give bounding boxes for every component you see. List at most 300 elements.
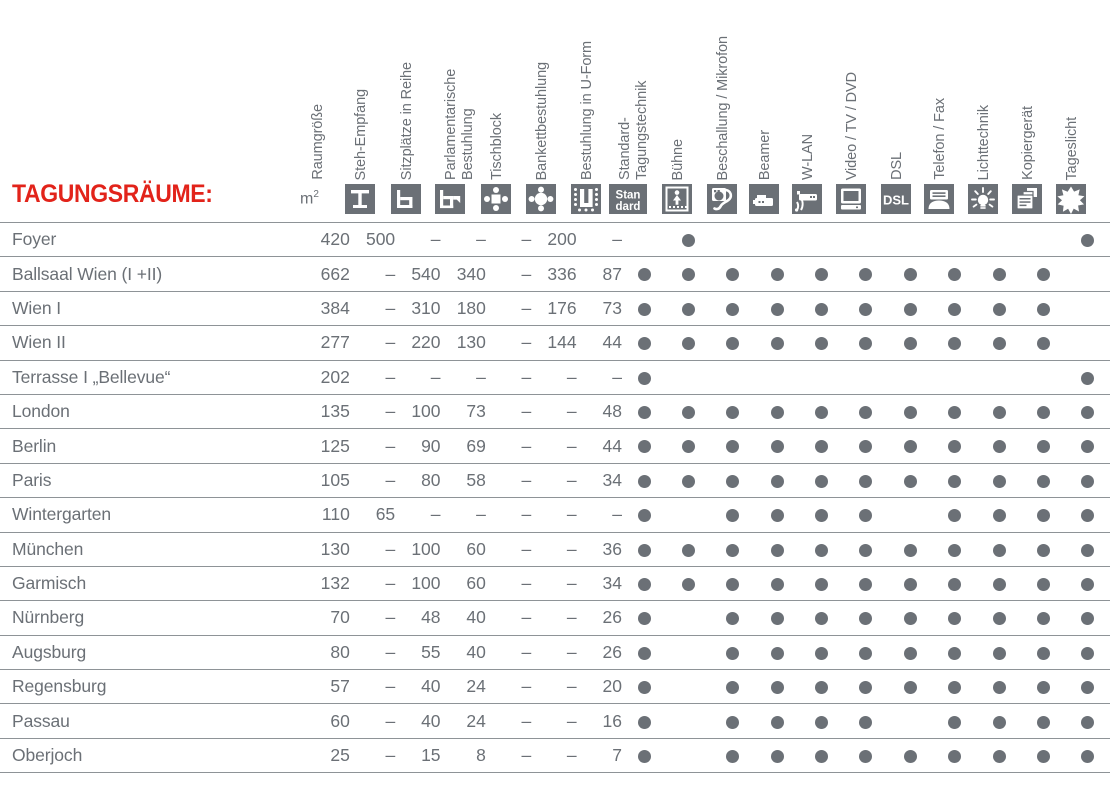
cell-u_form: 26 [577, 601, 622, 635]
cell-telefon_fax [932, 738, 976, 772]
cell-u_form: 44 [577, 326, 622, 360]
available-dot-icon [904, 440, 917, 453]
available-dot-icon [859, 750, 872, 763]
available-dot-icon [726, 612, 739, 625]
cell-raumgroesse: 125 [304, 429, 349, 463]
available-dot-icon [638, 578, 651, 591]
parlamentarisch-icon [435, 184, 465, 214]
available-dot-icon [638, 303, 651, 316]
available-dot-icon [948, 268, 961, 281]
available-dot-icon [638, 337, 651, 350]
cell-wlan [799, 223, 843, 257]
cell-parlamentarisch: 40 [441, 635, 486, 669]
steh-empfang-icon [345, 184, 375, 214]
cell-telefon_fax [932, 704, 976, 738]
cell-kopiergeraet [1021, 223, 1065, 257]
available-dot-icon [948, 544, 961, 557]
unavailable-blank [682, 681, 695, 694]
cell-dsl [888, 291, 932, 325]
cell-lichttechnik [977, 635, 1021, 669]
dsl-badge-icon [881, 184, 911, 214]
cell-video_tv_dvd [844, 463, 888, 497]
available-dot-icon [904, 612, 917, 625]
cell-parlamentarisch: – [441, 498, 486, 532]
cell-parlamentarisch: 69 [441, 429, 486, 463]
unavailable-blank [726, 234, 739, 247]
cell-kopiergeraet [1021, 394, 1065, 428]
cell-bankett: – [531, 394, 576, 428]
cell-sitzplaetze_reihe: 90 [395, 429, 440, 463]
available-dot-icon [638, 268, 651, 281]
cell-beamer [755, 670, 799, 704]
bankett-icon [526, 184, 556, 214]
room-name-cell: München [0, 532, 304, 566]
rooms-table [0, 222, 1110, 773]
table-row [0, 704, 1110, 738]
cell-video_tv_dvd [844, 394, 888, 428]
unavailable-blank [993, 372, 1006, 385]
cell-wlan [799, 738, 843, 772]
cell-sitzplaetze_reihe: 48 [395, 601, 440, 635]
cell-parlamentarisch: 58 [441, 463, 486, 497]
cell-steh_empfang: – [350, 738, 395, 772]
cell-raumgroesse: 132 [304, 566, 349, 600]
available-dot-icon [815, 716, 828, 729]
cell-beschallung [711, 291, 755, 325]
available-dot-icon [1037, 647, 1050, 660]
cell-video_tv_dvd [844, 738, 888, 772]
cell-tageslicht [1066, 532, 1110, 566]
cell-beschallung [711, 704, 755, 738]
cell-lichttechnik [977, 670, 1021, 704]
cell-beamer [755, 291, 799, 325]
cell-beamer [755, 601, 799, 635]
cell-sitzplaetze_reihe: 100 [395, 566, 440, 600]
available-dot-icon [1081, 475, 1094, 488]
cell-kopiergeraet [1021, 429, 1065, 463]
available-dot-icon [726, 303, 739, 316]
cell-standard_technik [622, 635, 666, 669]
available-dot-icon [1037, 406, 1050, 419]
cell-dsl [888, 223, 932, 257]
available-dot-icon [859, 509, 872, 522]
available-dot-icon [1081, 647, 1094, 660]
cell-wlan [799, 360, 843, 394]
cell-parlamentarisch: 180 [441, 291, 486, 325]
cell-steh_empfang: – [350, 532, 395, 566]
unavailable-blank [948, 372, 961, 385]
available-dot-icon [1081, 234, 1094, 247]
cell-wlan [799, 463, 843, 497]
available-dot-icon [726, 544, 739, 557]
column-header-buehne [660, 0, 706, 222]
column-header-label-video_tv_dvd: Video / TV / DVD [844, 71, 860, 180]
cell-standard_technik [622, 291, 666, 325]
available-dot-icon [771, 544, 784, 557]
available-dot-icon [682, 234, 695, 247]
available-dot-icon [726, 716, 739, 729]
column-header-label-wlan: W-LAN [800, 134, 816, 180]
column-header-sitzplaetze_reihe [389, 0, 433, 222]
cell-raumgroesse: 60 [304, 704, 349, 738]
cell-bankett: – [531, 635, 576, 669]
cell-bankett: – [531, 360, 576, 394]
column-header-beamer [747, 0, 793, 222]
available-dot-icon [771, 578, 784, 591]
unavailable-blank [638, 234, 651, 247]
cell-raumgroesse: 384 [304, 291, 349, 325]
available-dot-icon [682, 475, 695, 488]
available-dot-icon [638, 440, 651, 453]
cell-sitzplaetze_reihe: 540 [395, 257, 440, 291]
cell-video_tv_dvd [844, 498, 888, 532]
cell-kopiergeraet [1021, 704, 1065, 738]
cell-lichttechnik [977, 601, 1021, 635]
rooms-table-body [0, 223, 1110, 773]
available-dot-icon [771, 303, 784, 316]
table-row [0, 223, 1110, 257]
cell-standard_technik [622, 601, 666, 635]
unavailable-blank [859, 372, 872, 385]
available-dot-icon [726, 268, 739, 281]
svg-text:dard: dard [615, 201, 641, 213]
cell-kopiergeraet [1021, 566, 1065, 600]
column-header-label-sitzplaetze_reihe: Sitzplätze in Reihe [399, 61, 415, 180]
cell-telefon_fax [932, 532, 976, 566]
available-dot-icon [638, 681, 651, 694]
cell-beschallung [711, 360, 755, 394]
available-dot-icon [948, 509, 961, 522]
available-dot-icon [993, 303, 1006, 316]
cell-sitzplaetze_reihe: 100 [395, 532, 440, 566]
cell-wlan [799, 635, 843, 669]
available-dot-icon [1037, 509, 1050, 522]
available-dot-icon [1081, 716, 1094, 729]
cell-video_tv_dvd [844, 360, 888, 394]
available-dot-icon [904, 475, 917, 488]
cell-parlamentarisch: 40 [441, 601, 486, 635]
table-row [0, 429, 1110, 463]
available-dot-icon [993, 578, 1006, 591]
room-name-cell: Wintergarten [0, 498, 304, 532]
cell-tageslicht [1066, 566, 1110, 600]
cell-tischblock: – [486, 635, 531, 669]
cell-video_tv_dvd [844, 704, 888, 738]
cell-lichttechnik [977, 429, 1021, 463]
cell-beschallung [711, 738, 755, 772]
cell-dsl [888, 463, 932, 497]
cell-buehne [666, 326, 710, 360]
available-dot-icon [1037, 303, 1050, 316]
available-dot-icon [638, 372, 651, 385]
available-dot-icon [993, 612, 1006, 625]
available-dot-icon [638, 509, 651, 522]
cell-dsl [888, 360, 932, 394]
cell-buehne [666, 738, 710, 772]
cell-bankett: 144 [531, 326, 576, 360]
available-dot-icon [1037, 681, 1050, 694]
cell-beschallung [711, 670, 755, 704]
room-name-cell: Ballsaal Wien (I +II) [0, 257, 304, 291]
column-header-beschallung [705, 0, 751, 222]
available-dot-icon [1037, 716, 1050, 729]
column-header-telefon_fax [922, 0, 968, 222]
available-dot-icon [904, 578, 917, 591]
cell-kopiergeraet [1021, 738, 1065, 772]
column-header-label-beschallung: Beschallung / Mikrofon [715, 35, 731, 180]
available-dot-icon [948, 475, 961, 488]
cell-video_tv_dvd [844, 223, 888, 257]
cell-raumgroesse: 110 [304, 498, 349, 532]
cell-telefon_fax [932, 326, 976, 360]
cell-beamer [755, 257, 799, 291]
available-dot-icon [993, 716, 1006, 729]
table-row [0, 326, 1110, 360]
cell-beamer [755, 360, 799, 394]
buehne-icon [662, 184, 692, 214]
cell-tageslicht [1066, 601, 1110, 635]
cell-wlan [799, 566, 843, 600]
cell-sitzplaetze_reihe: 55 [395, 635, 440, 669]
cell-buehne [666, 670, 710, 704]
available-dot-icon [815, 303, 828, 316]
unavailable-blank [682, 612, 695, 625]
cell-lichttechnik [977, 394, 1021, 428]
cell-tischblock: – [486, 670, 531, 704]
cell-tageslicht [1066, 704, 1110, 738]
available-dot-icon [771, 750, 784, 763]
kopierer-icon [1012, 184, 1042, 214]
cell-bankett: – [531, 532, 576, 566]
cell-dsl [888, 738, 932, 772]
cell-wlan [799, 704, 843, 738]
available-dot-icon [948, 406, 961, 419]
available-dot-icon [638, 750, 651, 763]
cell-u_form: 73 [577, 291, 622, 325]
cell-raumgroesse: 105 [304, 463, 349, 497]
available-dot-icon [904, 406, 917, 419]
available-dot-icon [682, 303, 695, 316]
available-dot-icon [859, 475, 872, 488]
unavailable-blank [1081, 337, 1094, 350]
room-name-cell: Wien I [0, 291, 304, 325]
cell-video_tv_dvd [844, 670, 888, 704]
svg-text:Stan: Stan [615, 189, 641, 202]
available-dot-icon [771, 509, 784, 522]
cell-sitzplaetze_reihe: 220 [395, 326, 440, 360]
available-dot-icon [682, 544, 695, 557]
cell-telefon_fax [932, 601, 976, 635]
cell-tageslicht [1066, 463, 1110, 497]
cell-steh_empfang: – [350, 463, 395, 497]
column-header-label-bankett: Bankettbestuhlung [534, 61, 550, 180]
available-dot-icon [1081, 509, 1094, 522]
cell-steh_empfang: – [350, 394, 395, 428]
unavailable-blank [904, 509, 917, 522]
beamer-icon [749, 184, 779, 214]
cell-kopiergeraet [1021, 532, 1065, 566]
cell-wlan [799, 394, 843, 428]
unavailable-blank [904, 716, 917, 729]
rooms-table-wrap [0, 222, 1110, 773]
available-dot-icon [815, 750, 828, 763]
column-header-lichttechnik [966, 0, 1012, 222]
cell-bankett: – [531, 738, 576, 772]
cell-tischblock: – [486, 394, 531, 428]
table-row [0, 670, 1110, 704]
cell-sitzplaetze_reihe: 80 [395, 463, 440, 497]
cell-tischblock: – [486, 223, 531, 257]
reihenbestuhlung-icon [391, 184, 421, 214]
available-dot-icon [1081, 681, 1094, 694]
cell-lichttechnik [977, 291, 1021, 325]
cell-tageslicht [1066, 223, 1110, 257]
cell-buehne [666, 463, 710, 497]
cell-dsl [888, 670, 932, 704]
cell-u_form: 20 [577, 670, 622, 704]
cell-tageslicht [1066, 257, 1110, 291]
cell-lichttechnik [977, 463, 1021, 497]
room-name-cell: Regensburg [0, 670, 304, 704]
available-dot-icon [638, 612, 651, 625]
available-dot-icon [859, 681, 872, 694]
cell-telefon_fax [932, 223, 976, 257]
available-dot-icon [1037, 268, 1050, 281]
available-dot-icon [771, 440, 784, 453]
available-dot-icon [726, 475, 739, 488]
cell-video_tv_dvd [844, 532, 888, 566]
column-header-label-kopiergeraet: Kopiergerät [1020, 106, 1036, 180]
cell-buehne [666, 223, 710, 257]
u-form-icon [571, 184, 601, 214]
cell-buehne [666, 601, 710, 635]
available-dot-icon [993, 440, 1006, 453]
available-dot-icon [815, 337, 828, 350]
cell-lichttechnik [977, 566, 1021, 600]
cell-dsl [888, 532, 932, 566]
available-dot-icon [726, 750, 739, 763]
column-header-steh_empfang [343, 0, 387, 222]
sonne-icon [1056, 184, 1086, 214]
cell-beamer [755, 635, 799, 669]
cell-tageslicht [1066, 326, 1110, 360]
cell-wlan [799, 257, 843, 291]
cell-telefon_fax [932, 291, 976, 325]
cell-buehne [666, 429, 710, 463]
available-dot-icon [993, 647, 1006, 660]
available-dot-icon [993, 268, 1006, 281]
tv-monitor-icon [836, 184, 866, 214]
cell-steh_empfang: – [350, 429, 395, 463]
unavailable-blank [904, 372, 917, 385]
cell-standard_technik [622, 326, 666, 360]
cell-dsl [888, 566, 932, 600]
cell-buehne [666, 704, 710, 738]
cell-video_tv_dvd [844, 429, 888, 463]
unavailable-blank [904, 234, 917, 247]
cell-dsl [888, 394, 932, 428]
cell-telefon_fax [932, 257, 976, 291]
cell-buehne [666, 291, 710, 325]
cell-wlan [799, 670, 843, 704]
cell-raumgroesse: 135 [304, 394, 349, 428]
cell-dsl [888, 498, 932, 532]
mikrofon-icon [707, 184, 737, 214]
unavailable-blank [682, 647, 695, 660]
table-row [0, 257, 1110, 291]
wlan-router-icon [792, 184, 822, 214]
available-dot-icon [859, 440, 872, 453]
column-header-label-u_form: Bestuhlung in U-Form [579, 40, 595, 180]
available-dot-icon [1037, 337, 1050, 350]
cell-parlamentarisch: 24 [441, 670, 486, 704]
available-dot-icon [1081, 372, 1094, 385]
available-dot-icon [771, 612, 784, 625]
cell-steh_empfang: – [350, 670, 395, 704]
cell-dsl [888, 257, 932, 291]
column-header-standard_technik [607, 0, 653, 222]
cell-steh_empfang: 500 [350, 223, 395, 257]
cell-kopiergeraet [1021, 291, 1065, 325]
cell-telefon_fax [932, 463, 976, 497]
room-name-cell: Foyer [0, 223, 304, 257]
available-dot-icon [771, 268, 784, 281]
column-header-video_tv_dvd [834, 0, 880, 222]
cell-beschallung [711, 463, 755, 497]
cell-beschallung [711, 532, 755, 566]
cell-tischblock: – [486, 463, 531, 497]
available-dot-icon [815, 406, 828, 419]
available-dot-icon [993, 750, 1006, 763]
table-row [0, 291, 1110, 325]
cell-wlan [799, 601, 843, 635]
available-dot-icon [682, 440, 695, 453]
available-dot-icon [815, 440, 828, 453]
cell-steh_empfang: – [350, 601, 395, 635]
table-row [0, 601, 1110, 635]
svg-text:DSL: DSL [883, 192, 909, 208]
cell-sitzplaetze_reihe: – [395, 498, 440, 532]
cell-tischblock: – [486, 704, 531, 738]
column-header-label-standard_technik: Standard-Tagungstechnik [617, 80, 651, 180]
cell-tageslicht [1066, 394, 1110, 428]
cell-parlamentarisch: – [441, 360, 486, 394]
page-title: TAGUNGSRÄUME: [12, 180, 213, 208]
column-header-wlan [790, 0, 836, 222]
room-name-cell: Augsburg [0, 635, 304, 669]
cell-standard_technik [622, 394, 666, 428]
cell-bankett: – [531, 704, 576, 738]
cell-beamer [755, 463, 799, 497]
cell-buehne [666, 635, 710, 669]
cell-video_tv_dvd [844, 326, 888, 360]
table-row [0, 738, 1110, 772]
cell-standard_technik [622, 360, 666, 394]
cell-buehne [666, 532, 710, 566]
cell-wlan [799, 429, 843, 463]
cell-tischblock: – [486, 429, 531, 463]
available-dot-icon [993, 681, 1006, 694]
room-name-cell: Paris [0, 463, 304, 497]
unavailable-blank [1037, 234, 1050, 247]
cell-raumgroesse: 130 [304, 532, 349, 566]
cell-video_tv_dvd [844, 566, 888, 600]
column-header-label-raumgroesse: Raumgröße [310, 104, 326, 180]
cell-buehne [666, 566, 710, 600]
cell-u_form: 26 [577, 635, 622, 669]
unavailable-blank [1037, 372, 1050, 385]
cell-tageslicht [1066, 360, 1110, 394]
